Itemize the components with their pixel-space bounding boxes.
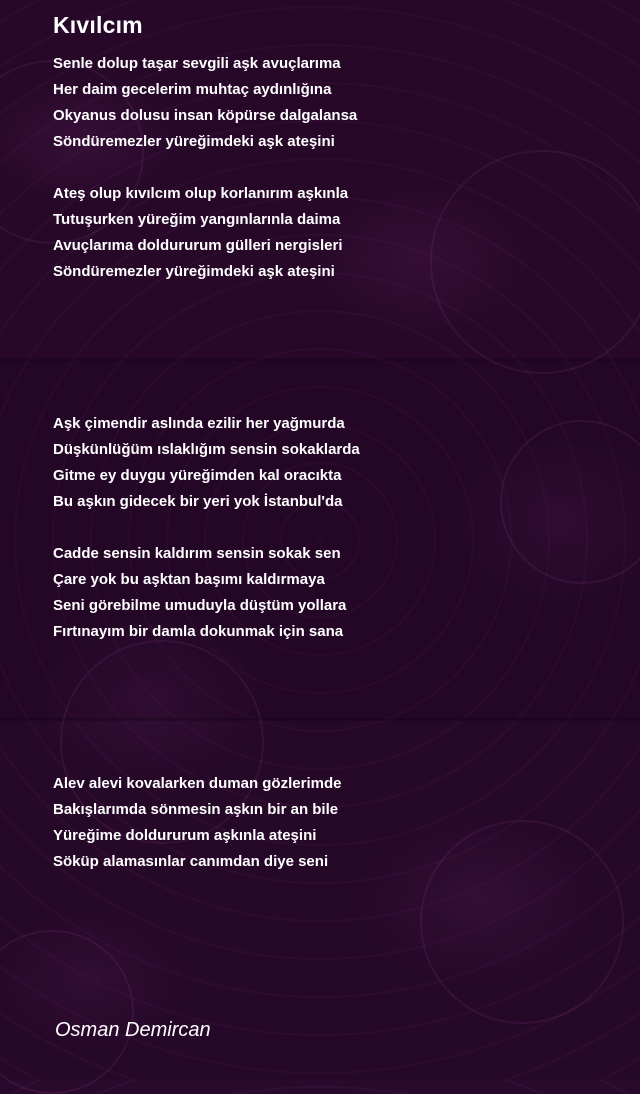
poem-line: Bu aşkın gidecek bir yeri yok İstanbul'da	[53, 493, 343, 510]
poem-author: Osman Demircan	[55, 1019, 211, 1041]
poem-line: Cadde sensin kaldırım sensin sokak sen	[53, 545, 341, 562]
poem-line: Ateş olup kıvılcım olup korlanırım aşkınla	[53, 185, 349, 202]
poem-line: Tutuşurken yüreğim yangınlarınla daima	[53, 211, 341, 228]
poem-line: Çare yok bu aşktan başımı kaldırmaya	[53, 571, 325, 588]
poem-line: Avuçlarıma doldururum gülleri nergisleri	[53, 237, 343, 254]
stanza-2	[53, 181, 348, 285]
poem-line: Alev alevi kovalarken duman gözlerimde	[53, 775, 342, 792]
stanza-1	[53, 51, 357, 155]
background-ornament	[420, 820, 624, 1024]
poem-title: Kıvılcım	[53, 12, 143, 38]
stanza-5	[53, 771, 341, 875]
poem-line: Bakışlarımda sönmesin aşkın bir an bile	[53, 801, 339, 818]
poem-line: Söndüremezler yüreğimdeki aşk ateşini	[53, 263, 335, 280]
stanza-3	[53, 411, 360, 515]
poem-line: Söndüremezler yüreğimdeki aşk ateşini	[53, 133, 335, 150]
poem-line: Söküp alamasınlar canımdan diye seni	[53, 853, 329, 870]
poem-line: Yüreğime doldururum aşkınla ateşini	[53, 827, 317, 844]
poem-line: Aşk çimendir aslında ezilir her yağmurda	[53, 415, 345, 432]
poem-line: Düşkünlüğüm ıslaklığım sensin sokaklarda	[53, 441, 360, 458]
poem-line: Her daim gecelerim muhtaç aydınlığına	[53, 81, 332, 98]
poem-line: Okyanus dolusu insan köpürse dalgalansa	[53, 107, 358, 124]
poem-line: Seni görebilme umuduyla düştüm yollara	[53, 597, 347, 614]
poem-line: Fırtınayım bir damla dokunmak için sana	[53, 623, 344, 640]
background-ornament	[430, 150, 640, 374]
poem-line: Senle dolup taşar sevgili aşk avuçlarıma	[53, 55, 341, 72]
stanza-4	[53, 541, 346, 645]
poem-line: Gitme ey duygu yüreğimden kal oracıkta	[53, 467, 342, 484]
